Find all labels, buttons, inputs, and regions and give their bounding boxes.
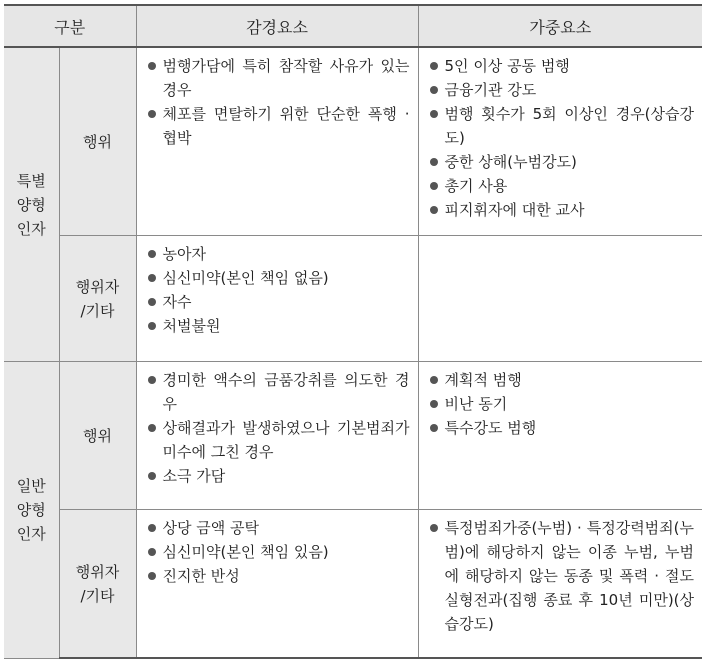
list-item-text: 심신미약(본인 책임 있음) xyxy=(162,543,329,561)
factor-list xyxy=(147,516,410,588)
group-label-general: 일반 양형 인자 xyxy=(4,362,59,659)
list-item xyxy=(147,242,410,266)
group-label-special: 특별 양형 인자 xyxy=(4,47,59,362)
list-item xyxy=(147,416,410,464)
header-category: 구분 xyxy=(4,5,136,47)
list-item xyxy=(147,54,410,102)
list-item-text: 심신미약(본인 책임 없음) xyxy=(162,269,329,287)
sentencing-factors-table xyxy=(4,4,702,659)
list-item xyxy=(147,368,410,416)
list-item-text: 처벌불원 xyxy=(162,317,221,335)
list-item xyxy=(147,102,410,150)
list-item-text: 상당 금액 공탁 xyxy=(162,519,259,537)
factor-list xyxy=(147,368,410,488)
mitigating-cell xyxy=(136,510,418,659)
table-row xyxy=(4,362,702,510)
list-item-text: 경미한 액수의 금품강취를 의도한 경우 xyxy=(162,371,410,413)
mitigating-cell xyxy=(136,236,418,362)
aggravating-cell xyxy=(418,510,702,659)
list-item xyxy=(147,290,410,314)
list-item xyxy=(429,198,695,222)
list-item xyxy=(429,78,695,102)
list-item-text: 총기 사용 xyxy=(444,177,508,195)
list-item xyxy=(429,416,695,440)
list-item xyxy=(147,540,410,564)
header-aggravating: 가중요소 xyxy=(418,5,702,47)
factor-list xyxy=(147,242,410,338)
list-item-text: 5인 이상 공동 범행 xyxy=(444,57,570,75)
list-item-text: 자수 xyxy=(162,293,192,311)
table-row xyxy=(4,236,702,362)
aggravating-cell xyxy=(418,362,702,510)
list-item xyxy=(147,314,410,338)
list-item-text: 농아자 xyxy=(162,245,206,263)
list-item-text: 계획적 범행 xyxy=(444,371,522,389)
list-item xyxy=(429,174,695,198)
aggravating-cell xyxy=(418,236,702,362)
mitigating-cell xyxy=(136,362,418,510)
list-item-text: 상해결과가 발생하였으나 기본범죄가 미수에 그친 경우 xyxy=(162,419,410,461)
factor-list xyxy=(147,54,410,150)
header-row xyxy=(4,5,702,47)
list-item xyxy=(429,368,695,392)
list-item xyxy=(429,392,695,416)
list-item-text: 피지휘자에 대한 교사 xyxy=(444,201,585,219)
list-item-text: 비난 동기 xyxy=(444,395,508,413)
factor-list xyxy=(429,54,695,222)
list-item-text: 특정범죄가중(누범) · 특정강력범죄(누범)에 해당하지 않는 이종 누범, 누범에 해당하지 않는 동종 및 폭력 · 절도 실형전과(집행 종료 후 10년 미만)(상습강도) xyxy=(444,519,695,633)
list-item xyxy=(429,150,695,174)
list-item-text: 중한 상해(누범강도) xyxy=(444,153,577,171)
list-item-text: 금융기관 강도 xyxy=(444,81,537,99)
list-item xyxy=(147,564,410,588)
table-row xyxy=(4,510,702,659)
factor-list xyxy=(429,516,695,636)
sub-label: 행위 xyxy=(59,362,136,510)
list-item xyxy=(147,516,410,540)
list-item xyxy=(147,464,410,488)
list-item-text: 체포를 면탈하기 위한 단순한 폭행 · 협박 xyxy=(162,105,410,147)
list-item xyxy=(429,102,695,150)
list-item-text: 특수강도 범행 xyxy=(444,419,537,437)
mitigating-cell xyxy=(136,47,418,236)
sub-label: 행위 xyxy=(59,47,136,236)
sub-label: 행위자 /기타 xyxy=(59,510,136,659)
list-item xyxy=(429,516,695,636)
list-item-text: 소극 가담 xyxy=(162,467,226,485)
header-mitigating: 감경요소 xyxy=(136,5,418,47)
list-item-text: 범행 횟수가 5회 이상인 경우(상습강도) xyxy=(444,105,695,147)
aggravating-cell xyxy=(418,47,702,236)
list-item xyxy=(429,54,695,78)
sub-label: 행위자 /기타 xyxy=(59,236,136,362)
factor-list xyxy=(429,368,695,440)
list-item xyxy=(147,266,410,290)
list-item-text: 범행가담에 특히 참작할 사유가 있는 경우 xyxy=(162,57,410,99)
table-row xyxy=(4,47,702,236)
list-item-text: 진지한 반성 xyxy=(162,567,240,585)
